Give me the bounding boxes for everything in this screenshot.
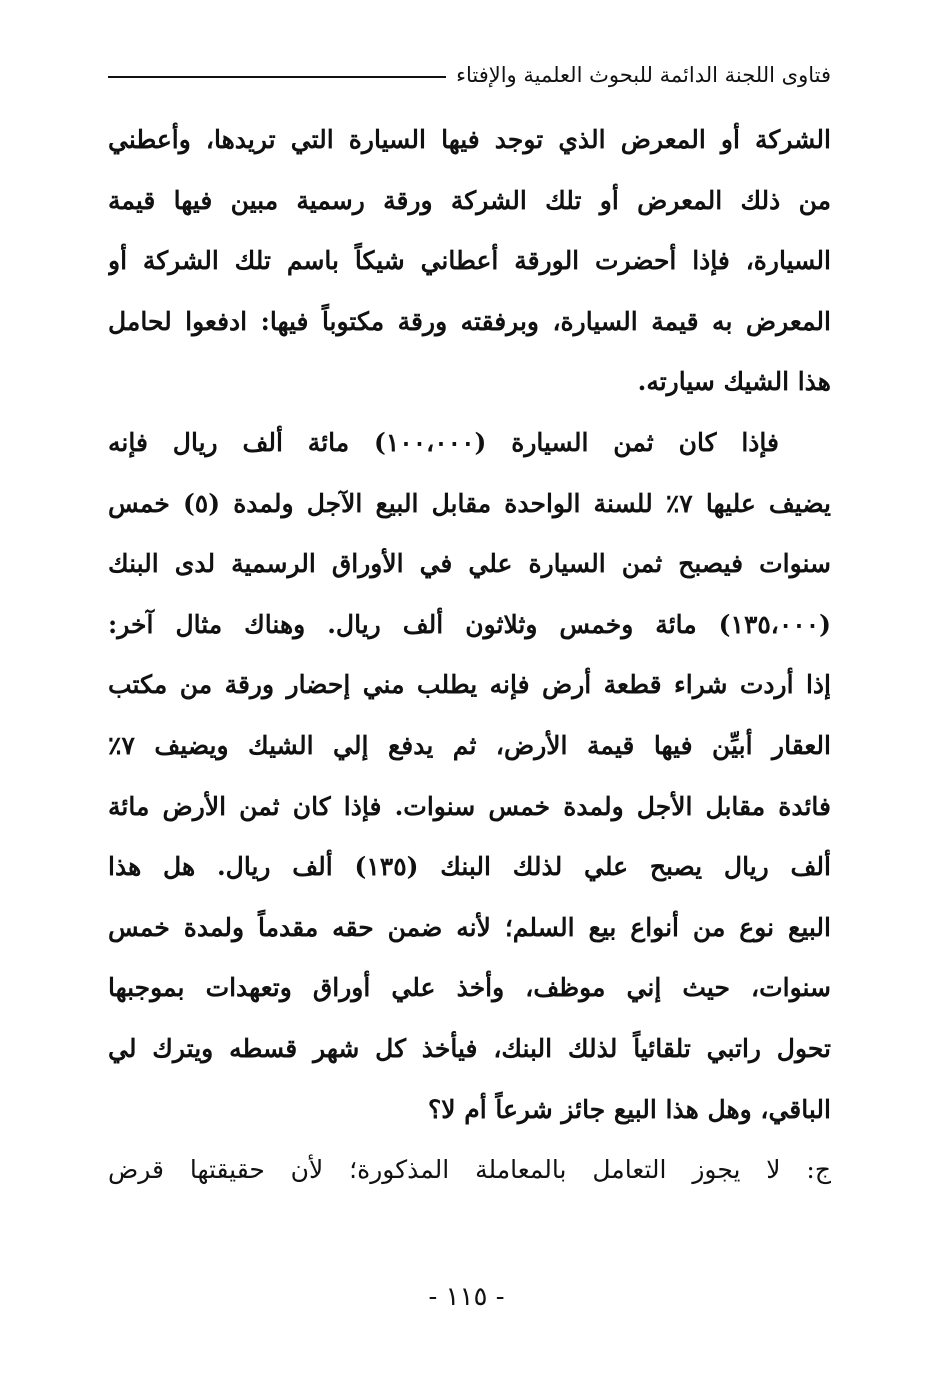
text-line: فائدة مقابل الأجل ولمدة خمس سنوات. فإذا كان ثمن الأرض مائة (108, 791, 831, 821)
running-header (108, 58, 831, 92)
text-line: سنوات فيصبح ثمن السيارة علي في الأوراق الرسمية لدى البنك (108, 549, 831, 579)
header-rule (108, 76, 446, 78)
text-line: ألف ريال يصبح علي لذلك البنك (١٣٥) ألف ريال. هل هذا (108, 852, 831, 882)
text-line: يضيف عليها ٧٪ للسنة الواحدة مقابل البيع الآجل ولمدة (٥) خمس (108, 488, 831, 518)
header-title: فتاوى اللجنة الدائمة للبحوث العلمية والإفتاء (456, 63, 831, 87)
text-line: إذا أردت شراء قطعة أرض فإنه يطلب مني إحضار ورقة من مكتب (108, 670, 831, 700)
text-line: فإذا كان ثمن السيارة (١٠٠،٠٠٠) مائة ألف ريال فإنه (108, 427, 779, 457)
text-line: (١٣٥،٠٠٠) مائة وخمس وثلاثون ألف ريال. وهناك مثال آخر: (108, 609, 831, 639)
text-line: سنوات، حيث إني موظف، وأخذ علي أوراق وتعهدات بموجبها (108, 973, 831, 1003)
text-line: العقار أبيِّن فيها قيمة الأرض، ثم يدفع إلي الشيك ويضيف ٧٪ (108, 730, 831, 760)
text-line: السيارة، فإذا أحضرت الورقة أعطاني شيكاً باسم تلك الشركة أو (108, 246, 831, 276)
text-line: الشركة أو المعرض الذي توجد فيها السيارة التي تريدها، وأعطني (108, 125, 831, 154)
text-line: المعرض به قيمة السيارة، وبرفقته ورقة مكتوباً فيها: ادفعوا لحامل (108, 306, 831, 336)
text-line: الباقي، وهل هذا البيع جائز شرعاً أم لا؟ (428, 1094, 831, 1124)
page-number: - ١١٥ - (428, 1282, 505, 1312)
text-line: من ذلك المعرض أو تلك الشركة ورقة رسمية مبين فيها قيمة (108, 185, 831, 215)
body-text (108, 110, 831, 1201)
answer-line: ج: لا يجوز التعامل بالمعاملة المذكورة؛ لأن حقيقتها قرض (108, 1155, 831, 1185)
text-line: تحول راتبي تلقائياً لذلك البنك، فيأخذ كل شهر قسطه ويترك لي (108, 1033, 831, 1063)
text-line: البيع نوع من أنواع بيع السلم؛ لأنه ضمن حقه مقدماً ولمدة خمس (108, 912, 831, 942)
text-line: هذا الشيك سيارته. (637, 367, 831, 397)
